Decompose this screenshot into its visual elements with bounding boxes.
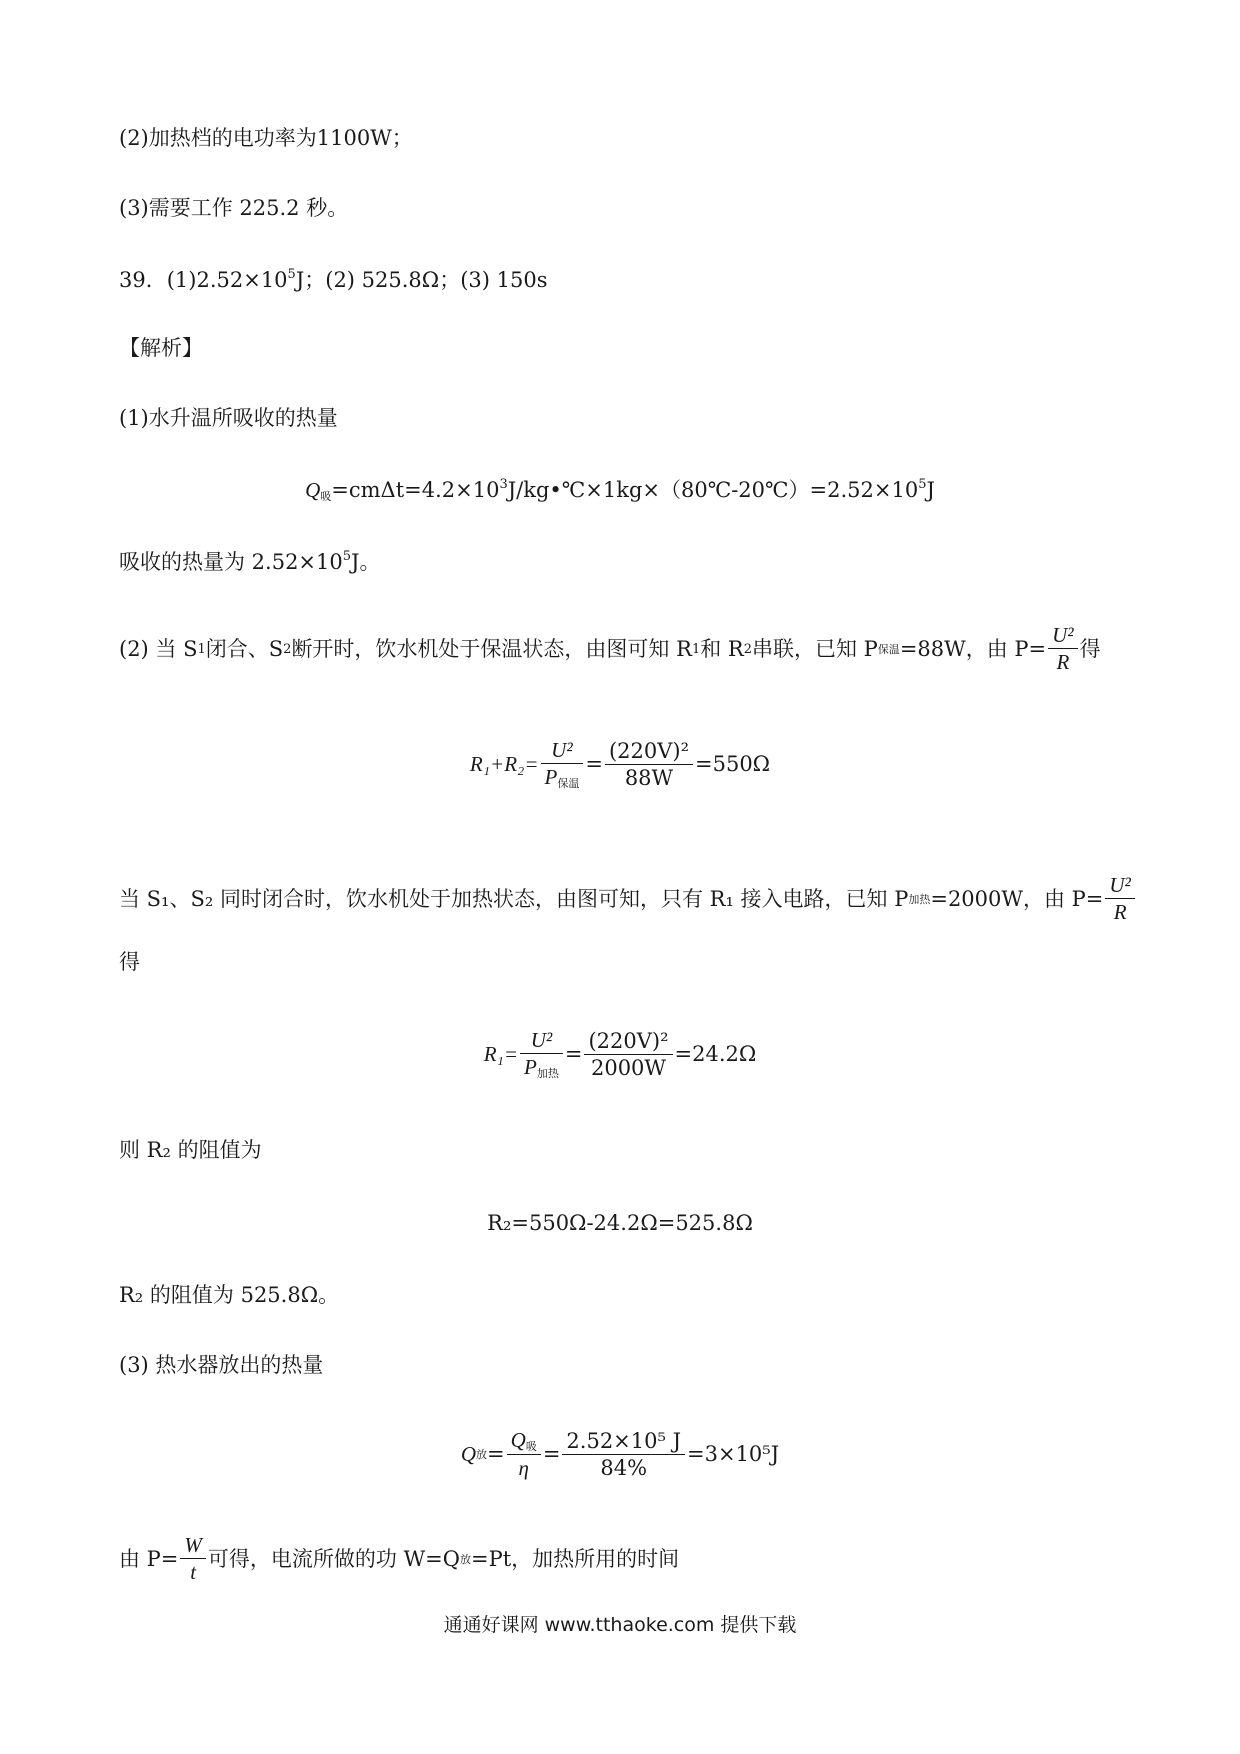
answer-39 [119,268,547,291]
p4-frac-num: W [180,1535,206,1559]
p4-b: 可得，电流所做的功 W=Q [207,1546,460,1571]
eq3-f1-den-sub: 加热 [536,1067,559,1080]
eq2-f1-num: U² [541,740,584,764]
eq5-f2-den: 84% [600,1455,648,1480]
p3-p-sub: 加热 [908,892,931,906]
eq5-frac2 [562,1428,685,1480]
eq5-lhs: Q [460,1442,477,1466]
eq3-equals: = [564,1042,583,1066]
equation-4: R₂=550Ω-24.2Ω=525.8Ω [487,1211,753,1235]
p4-frac-den: t [190,1560,197,1584]
eq3-f1-num: U² [520,1030,563,1054]
eq3-f1-den: P [524,1055,537,1079]
de-word: 得 [119,950,140,974]
p4-fraction [180,1535,206,1583]
eq2-f2-num: (220V)² [605,741,693,765]
eq1-sup2: 5 [918,477,927,492]
answer-39-part-b: J；(2) 525.8Ω；(3) 150s [295,268,548,292]
p2-r1: 1 [691,641,701,657]
step3-label: (3) 热水器放出的热量 [119,1353,324,1377]
step3-paragraph [119,1535,679,1583]
eq2-f1-den-sub: 保温 [557,777,580,790]
p3-frac-den: R [1113,900,1127,924]
eq5-f1-den: η [518,1456,529,1480]
eq1-end: J [926,478,935,502]
analysis-heading: 【解析】 [119,336,203,360]
p2-s1: 1 [197,641,206,657]
p2-g: 得 [1079,636,1101,661]
eq2-rhs: =550Ω [695,752,771,776]
eq2-frac2 [605,738,693,790]
eq5-f1-num: Q [510,1428,526,1452]
step1-result [119,550,380,573]
eq3-frac1 [520,1030,563,1079]
p3-b: =2000W，由 P= [930,886,1104,911]
p2-e: 串联，已知 P [752,636,878,661]
eq3-lhs: R₁= [483,1042,519,1066]
p2-p-sub: 保温 [877,642,900,656]
p2-f: =88W，由 P= [899,636,1047,661]
p4-q-sub: 放 [459,1552,471,1566]
p3-frac-num: U² [1105,875,1134,899]
p4-c: =Pt，加热所用的时间 [470,1546,680,1571]
eq3-frac2 [584,1028,672,1080]
eq5-f1-num-sub: 吸 [525,1440,537,1453]
eq5-lhs-eq: = [487,1442,505,1466]
eq5-rhs: =3×10⁵J [687,1442,780,1466]
eq2-f1-den: P [544,765,558,789]
p2-fraction [1048,625,1077,673]
eq2-f2-den: 88W [624,765,674,790]
equation-3 [0,1030,1240,1079]
equation-1 [0,478,1240,502]
p2-s2: 2 [283,641,292,657]
r2-result: R₂ 的阻值为 525.8Ω。 [119,1283,340,1307]
step2-paragraph [119,625,1101,673]
eq3-rhs: =24.2Ω [674,1042,757,1066]
p2-b: 闭合、S [205,636,284,661]
eq5-f2-num: 2.52×10⁵ J [562,1431,685,1455]
eq3-f2-num: (220V)² [584,1031,672,1055]
p2-a: (2) 当 S [119,636,198,661]
p4-a: 由 P= [119,1546,179,1571]
step2-heating-paragraph [119,875,1137,923]
step1-result-b: J。 [351,550,381,574]
answer-39-part-a: 39．(1)2.52×10 [119,268,288,292]
eq2-lhs: R₁+R₂= [469,752,539,776]
answer-line-2: (2)加热档的电功率为1100W； [119,126,413,150]
step1-result-a: 吸收的热量为 2.52×10 [119,550,343,574]
p2-c: 断开时，饮水机处于保温状态，由图可知 R [291,636,692,661]
eq5-lhs-sub: 放 [476,1448,488,1461]
eq1-q-sub: 吸 [320,490,332,503]
p3-fraction [1105,875,1134,923]
eq1-q: Q [305,478,321,502]
eq1-mid: =cmΔt=4.2×10 [331,478,500,502]
answer-line-3: (3)需要工作 225.2 秒。 [119,196,349,220]
eq1-sup1: 3 [499,477,508,492]
eq2-equals: = [585,752,603,776]
p2-frac-den: R [1056,650,1070,674]
equation-2 [0,740,1240,789]
eq3-f2-den: 2000W [590,1055,666,1080]
p2-d: 和 R [700,636,744,661]
step1-label: (1)水升温所吸收的热量 [119,406,338,430]
equation-5 [0,1430,1240,1479]
eq2-frac1 [541,740,584,789]
p3-text: 当 S₁、S₂ 同时闭合时，饮水机处于加热状态，由图可知，只有 R₁ 接入电路，已知 P [119,886,909,911]
eq5-equals: = [542,1442,561,1466]
answer-39-sup: 5 [287,267,296,282]
step1-result-sup: 5 [342,549,352,564]
r2-value-label: 则 R₂ 的阻值为 [119,1138,262,1162]
page-footer: 通通好课网 www.tthaoke.com 提供下载 [443,1614,797,1636]
eq5-frac1 [507,1430,541,1479]
p2-r2: 2 [743,641,752,657]
eq1-rest: J/kg•℃×1kg×（80℃-20℃）=2.52×10 [507,478,919,502]
p2-frac-num: U² [1048,625,1077,649]
